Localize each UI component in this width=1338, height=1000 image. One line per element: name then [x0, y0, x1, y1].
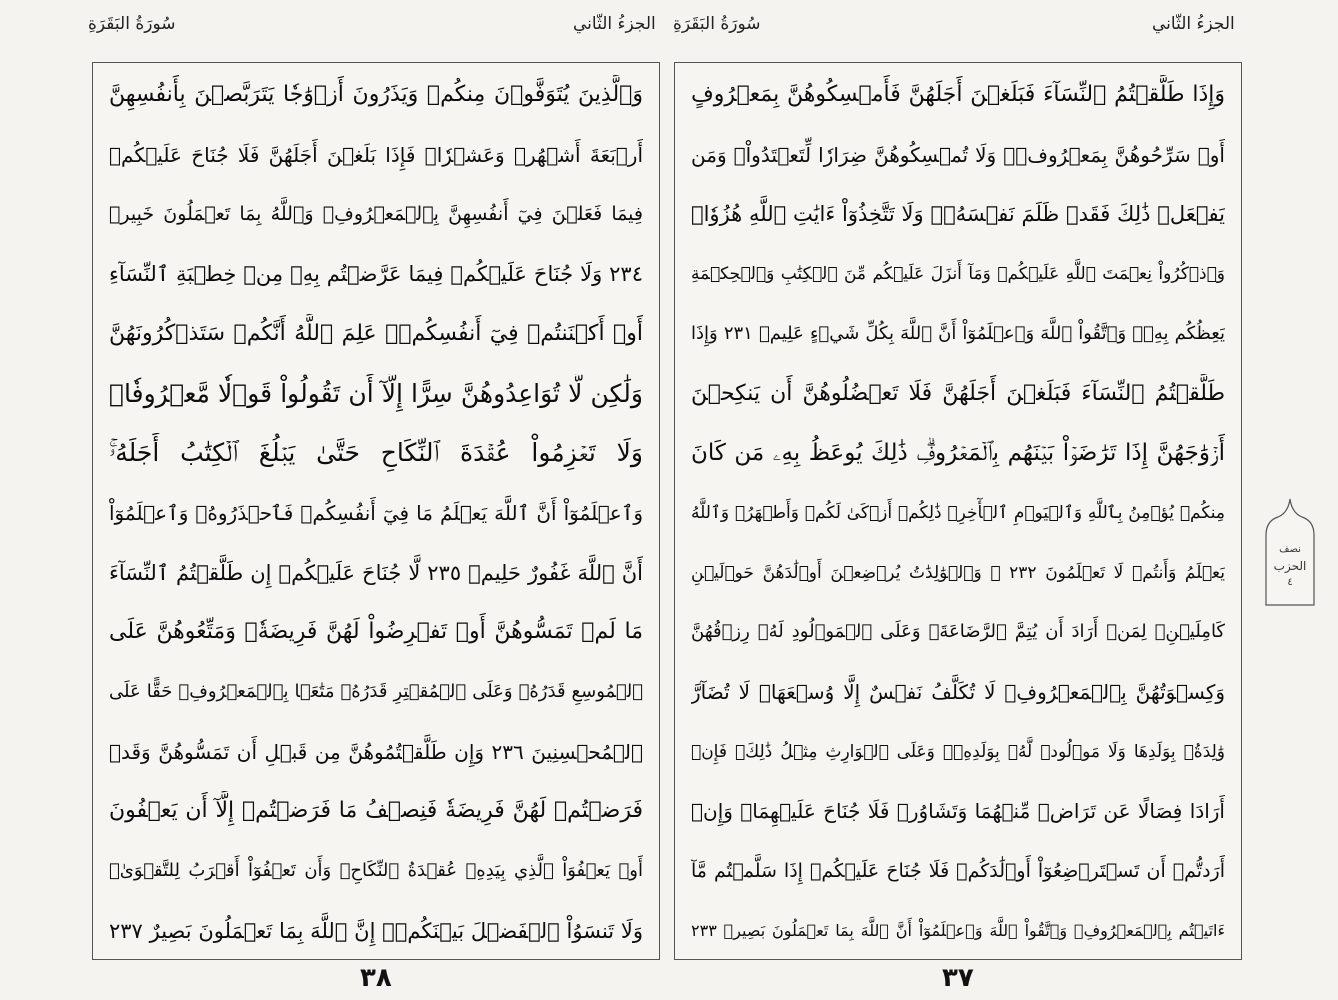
right-header-juz: الجزءُ الثّاني [1152, 14, 1235, 34]
text-line: طَلَّقۡتُمُ ٱلنِّسَآءَ فَبَلَغۡنَ أَجَلَهُنَّ فَلَا تَعۡضُلُوهُنَّ أَن يَنكِحۡنَ [691, 380, 1225, 406]
text-line: فِيمَا فَعَلۡنَ فِيٓ أَنفُسِهِنَّ بِٱلۡمَعۡرُوفِۗ وَٱللَّهُ بِمَا تَعۡمَلُونَ خَبِيرٞ [109, 203, 643, 226]
left-page-text [109, 75, 643, 951]
text-line: أَوۡ يَعۡفُوَاْ ٱلَّذِي بِيَدِهِۦ عُقۡدَةُ ٱلنِّكَاحِۚ وَأَن تَعۡفُوٓاْ أَقۡرَبُ لِلتَّقۡوَىٰۚ [109, 860, 643, 882]
text-line: وَٰلِدَةُۢ بِوَلَدِهَا وَلَا مَوۡلُودٞ لَّهُۥ بِوَلَدِهِۦۚ وَعَلَى ٱلۡوَارِثِ مِثۡلُ ذَٰلِكَۗ فَإِنۡ [691, 741, 1225, 762]
text-line: ٢٣٤ وَلَا جُنَاحَ عَلَيۡكُمۡ فِيمَا عَرَّضۡتُم بِهِۦ مِنۡ خِطۡبَةِ ٱلنِّسَآءِ [109, 262, 643, 287]
text-line: أَزۡوَٰجَهُنَّ إِذَا تَرَٰضَوۡاْ بَيۡنَهُم بِٱلۡمَعۡرُوفِۗ ذَٰلِكَ يُوعَظُ بِهِۦ مَن كَانَ [691, 440, 1225, 467]
text-line: وَلَا تَنسَوُاْ ٱلۡفَضۡلَ بَيۡنَكُمۡۚ إِنَّ ٱللَّهَ بِمَا تَعۡمَلُونَ بَصِيرٌ ٢٣٧ [109, 918, 643, 943]
text-line: أَوۡ سَرِّحُوهُنَّ بِمَعۡرُوفٖۚ وَلَا تُمۡسِكُوهُنَّ ضِرَارٗا لِّتَعۡتَدُواْۚ وَمَن [691, 142, 1225, 167]
right-page-text [691, 75, 1225, 951]
right-page [674, 62, 1242, 960]
left-header-juz: الجزءُ الثّاني [573, 14, 656, 34]
hizb-marker-line1: نصف [1279, 544, 1301, 555]
text-line: أَرَادَا فِصَالًا عَن تَرَاضٖ مِّنۡهُمَا وَتَشَاوُرٖ فَلَا جُنَاحَ عَلَيۡهِمَاۗ وَإِنۡ [691, 799, 1225, 824]
text-line: فَرَضۡتُمۡ لَهُنَّ فَرِيضَةٗ فَنِصۡفُ مَا فَرَضۡتُمۡ إِلَّآ أَن يَعۡفُونَ [109, 798, 643, 824]
text-line: وَلَٰكِن لَّا تُوَاعِدُوهُنَّ سِرًّا إِلَّآ أَن تَقُولُواْ قَوۡلٗا مَّعۡرُوفٗاۚ [109, 378, 643, 408]
text-line: وَإِذَا طَلَّقۡتُمُ ٱلنِّسَآءَ فَبَلَغۡنَ أَجَلَهُنَّ فَأَمۡسِكُوهُنَّ بِمَعۡرُوفٍ [691, 82, 1225, 107]
text-line: مِنكُمۡ يُؤۡمِنُ بِٱللَّهِ وَٱلۡيَوۡمِ ٱلۡأٓخِرِۗ ذَٰلِكُمۡ أَزۡكَىٰ لَكُمۡ وَأَطۡهَرُۚ وَٱللَّهُ [691, 502, 1225, 523]
text-line: وَكِسۡوَتُهُنَّ بِٱلۡمَعۡرُوفِۚ لَا تُكَلَّفُ نَفۡسٌ إِلَّا وُسۡعَهَاۚ لَا تُضَآرَّ [691, 680, 1225, 705]
right-page-number: ٣٧ [942, 963, 974, 993]
right-header-surah: سُورَةُ البَقَرَةِ [673, 14, 761, 34]
hizb-marker-line3: ٤ [1287, 577, 1293, 588]
text-line: وَلَا تَعۡزِمُواْ عُقۡدَةَ ٱلنِّكَاحِ حَتَّىٰ يَبۡلُغَ ٱلۡكِتَٰبُ أَجَلَهُۥۚ [109, 438, 643, 468]
text-line: وَٱعۡلَمُوٓاْ أَنَّ ٱللَّهَ يَعۡلَمُ مَا فِيٓ أَنفُسِكُمۡ فَٱحۡذَرُوهُۚ وَٱعۡلَمُوٓاْ [109, 500, 643, 525]
text-line: يَفۡعَلۡ ذَٰلِكَ فَقَدۡ ظَلَمَ نَفۡسَهُۥۚ وَلَا تَتَّخِذُوٓاْ ءَايَٰتِ ٱللَّهِ هُزُوٗاۚ [691, 202, 1225, 227]
hizb-marker-line2: الحزب [1273, 559, 1307, 573]
text-line: أَنَّ ٱللَّهَ غَفُورٌ حَلِيمٞ ٢٣٥ لَّا جُنَاحَ عَلَيۡكُمۡ إِن طَلَّقۡتُمُ ٱلنِّسَآءَ [109, 560, 643, 585]
left-page-number: ٣٨ [360, 963, 392, 993]
text-line: ٱلۡمُوسِعِ قَدَرُهُۥ وَعَلَى ٱلۡمُقۡتِرِ قَدَرُهُۥ مَتَٰعَۢا بِٱلۡمَعۡرُوفِۖ حَقًّا عَلَى [109, 681, 643, 703]
hizb-marker [1262, 497, 1318, 607]
text-line: كَامِلَيۡنِۖ لِمَنۡ أَرَادَ أَن يُتِمَّ ٱلرَّضَاعَةَۚ وَعَلَى ٱلۡمَوۡلُودِ لَهُۥ رِزۡقُهُنَّ [691, 621, 1225, 643]
text-line: أَرَدتُّمۡ أَن تَسۡتَرۡضِعُوٓاْ أَوۡلَٰدَكُمۡ فَلَا جُنَاحَ عَلَيۡكُمۡ إِذَا سَلَّمۡتُم مَّآ [691, 860, 1225, 883]
text-line: يَعۡلَمُ وَأَنتُمۡ لَا تَعۡلَمُونَ ٢٣٢ ۞ وَٱلۡوَٰلِدَٰتُ يُرۡضِعۡنَ أَوۡلَٰدَهُنَّ حَوۡلَيۡنِ [691, 562, 1225, 583]
text-line: أَوۡ أَكۡنَنتُمۡ فِيٓ أَنفُسِكُمۡۚ عَلِمَ ٱللَّهُ أَنَّكُمۡ سَتَذۡكُرُونَهُنَّ [109, 320, 643, 346]
text-line: ءَاتَيۡتُم بِٱلۡمَعۡرُوفِۗ وَٱتَّقُواْ ٱللَّهَ وَٱعۡلَمُوٓاْ أَنَّ ٱللَّهَ بِمَا تَعۡمَلُونَ بَصِيرٞ ٢٣٣ [691, 920, 1225, 940]
left-page [92, 62, 660, 960]
text-line: أَرۡبَعَةَ أَشۡهُرٖ وَعَشۡرٗاۖ فَإِذَا بَلَغۡنَ أَجَلَهُنَّ فَلَا جُنَاحَ عَلَيۡكُمۡ [109, 142, 643, 167]
text-line: وَٱلَّذِينَ يُتَوَفَّوۡنَ مِنكُمۡ وَيَذَرُونَ أَزۡوَٰجٗا يَتَرَبَّصۡنَ بِأَنفُسِهِنَّ [109, 82, 643, 107]
text-line: ٱلۡمُحۡسِنِينَ ٢٣٦ وَإِن طَلَّقۡتُمُوهُنَّ مِن قَبۡلِ أَن تَمَسُّوهُنَّ وَقَدۡ [109, 739, 643, 764]
text-line: يَعِظُكُم بِهِۦۚ وَٱتَّقُواْ ٱللَّهَ وَٱعۡلَمُوٓاْ أَنَّ ٱللَّهَ بِكُلِّ شَيۡءٍ عَلِيمٞ ٢٣١ وَإِذَا [691, 322, 1225, 344]
left-header-surah: سُورَةُ البَقَرَةِ [88, 14, 176, 34]
text-line: وَٱذۡكُرُواْ نِعۡمَتَ ٱللَّهِ عَلَيۡكُمۡ وَمَآ أَنزَلَ عَلَيۡكُم مِّنَ ٱلۡكِتَٰبِ وَٱلۡحِكۡمَةِ [691, 264, 1225, 285]
text-line: مَا لَمۡ تَمَسُّوهُنَّ أَوۡ تَفۡرِضُواْ لَهُنَّ فَرِيضَةٗۚ وَمَتِّعُوهُنَّ عَلَى [109, 619, 643, 645]
